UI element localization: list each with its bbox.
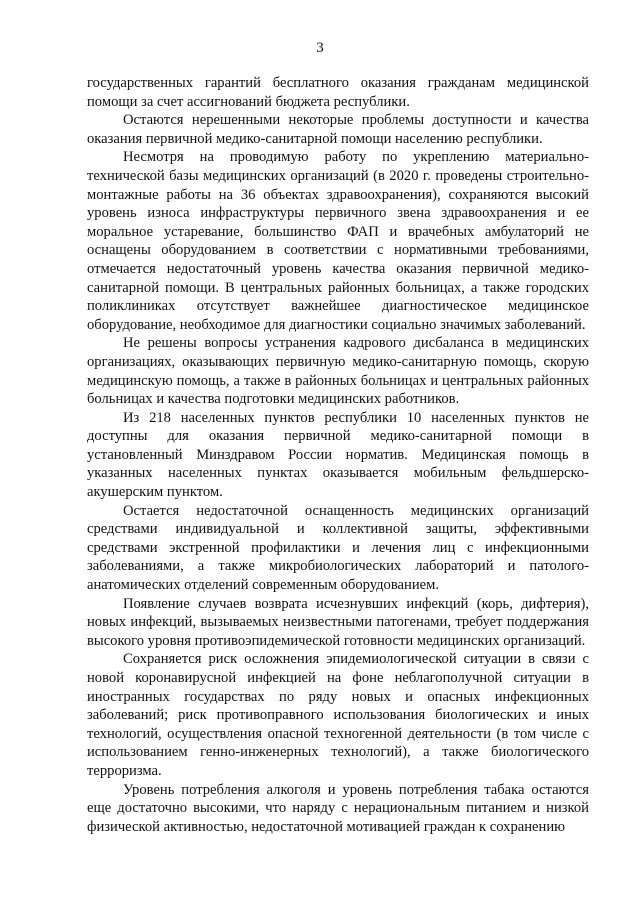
paragraph-7: Появление случаев возврата исчезнувших инфекций (корь, дифтерия), новых инфекций, вызываемых неизвестными патогенами, требует поддержания высокого уровня противоэпидемической готовности медицинских организаций. bbox=[87, 595, 589, 649]
paragraph-3: Несмотря на проводимую работу по укреплению материально-технической базы медицинских организаций (в 2020 г. проведены строительно-монтажные работы на 36 объектах здравоохранения), сохраняются высокий уровень износа инфраструктуры первичного звена здравоохранения и ее моральное устаревание, большинство ФАП и врачебных амбулаторий не оснащены оборудованием в соответствии с нормативными требованиями, отмечается недостаточный уровень качества оказания первичной медико-санитарной помощи. В центральных районных больницах, а также городских поликлиниках отсутствует важнейшее диагностическое медицинское оборудование, необходимое для диагностики социально значимых заболеваний. bbox=[87, 149, 589, 333]
paragraph-9: Уровень потребления алкоголя и уровень потребления табака остаются еще достаточно высокими, что наряду с нерациональным питанием и низкой физической активностью, недостаточной мотивацией граждан к сохранению bbox=[87, 781, 589, 835]
paragraph-2: Остаются нерешенными некоторые проблемы доступности и качества оказания первичной медико-санитарной помощи населению республики. bbox=[87, 112, 589, 147]
paragraph-8: Сохраняется риск осложнения эпидемиологической ситуации в связи с новой коронавирусной инфекцией на фоне неблагополучной ситуации в иностранных государствах по ряду новых и опасных инфекционных заболеваний; риск противоправного использования биологических и иных технологий, осуществления опасной техногенной деятельности (в том числе с использованием генно-инженерных технологий), а также биологического терроризма. bbox=[87, 651, 589, 779]
page-number: 3 bbox=[316, 40, 324, 56]
document-body bbox=[87, 74, 589, 836]
paragraph-1: государственных гарантий бесплатного оказания гражданам медицинской помощи за счет ассигнований бюджета республики. bbox=[87, 75, 589, 110]
paragraph-6: Остается недостаточной оснащенность медицинских организаций средствами индивидуальной и коллективной защиты, эффективными средствами экстренной профилактики и лечения лиц с инфекционными заболеваниями, а также микробиологических лабораторий и патолого-анатомических отделений современным оборудованием. bbox=[87, 502, 589, 594]
paragraph-4: Не решены вопросы устранения кадрового дисбаланса в медицинских организациях, оказывающих первичную медико-санитарную помощь, скорую медицинскую помощь, а также в районных больницах и центральных районных больницах и качества подготовки медицинских работников. bbox=[87, 335, 589, 408]
paragraph-5: Из 218 населенных пунктов республики 10 населенных пунктов не доступны для оказания первичной медико-санитарной помощи в установленный Минздравом России норматив. Медицинская помощь в указанных населенных пунктах оказывается мобильным фельдшерско-акушерским пунктом. bbox=[87, 409, 589, 501]
